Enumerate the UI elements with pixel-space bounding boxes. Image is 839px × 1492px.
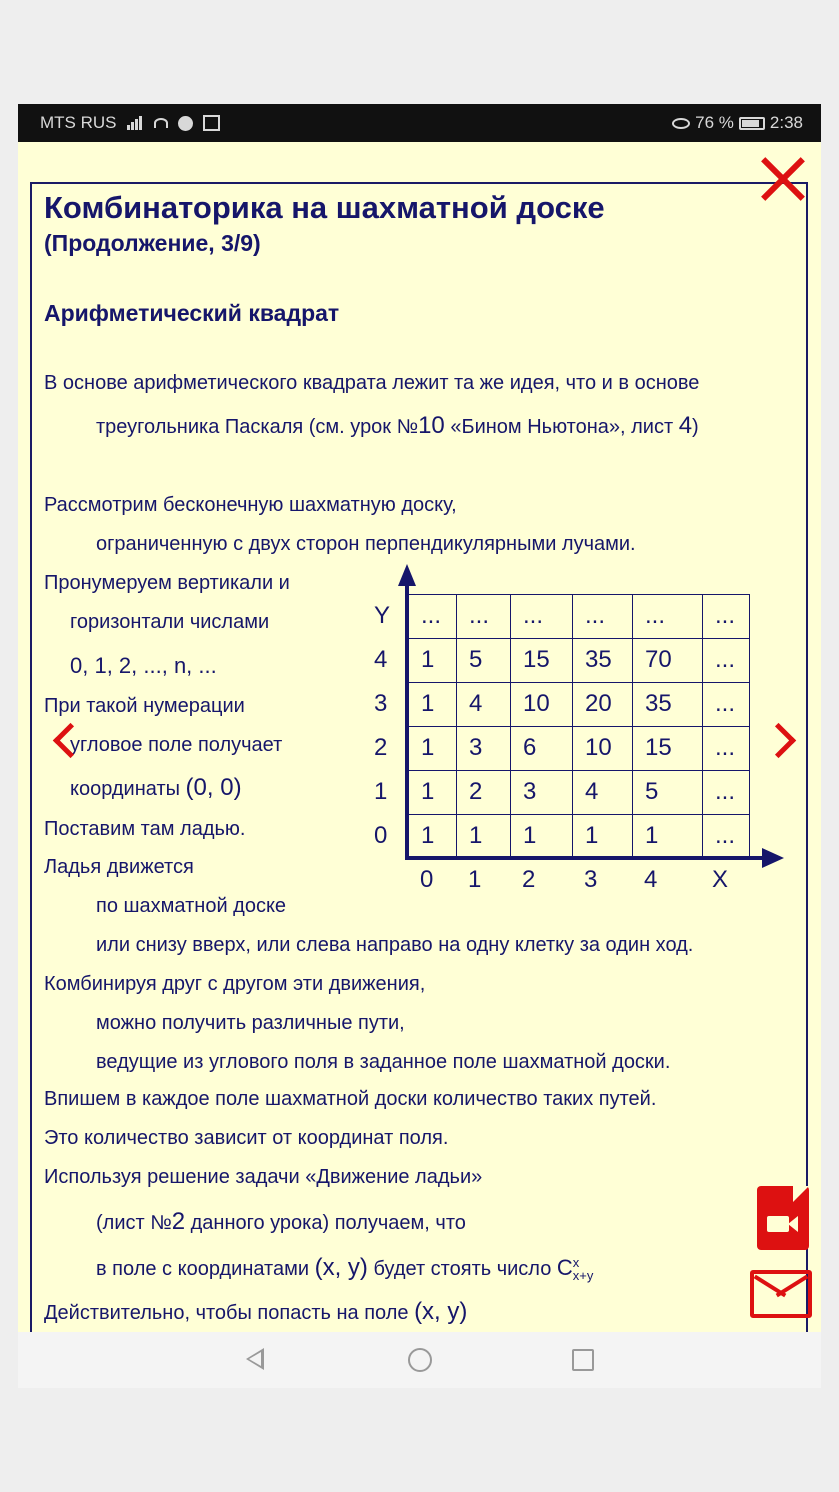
video-camera-icon: [767, 1216, 789, 1232]
board-cell: 5: [632, 770, 702, 814]
x-axis: [405, 856, 765, 860]
board-cell: 4: [456, 682, 510, 726]
paragraph-line: Пронумеруем вертикали и: [44, 572, 290, 594]
board-cell: ...: [572, 594, 632, 638]
paragraph-line: ограниченную с двух сторон перпендикулярными лучами.: [96, 533, 636, 555]
paragraph-line: При такой нумерации: [44, 695, 245, 717]
vpn-icon: [178, 116, 193, 131]
x-tick-label: 3: [584, 866, 598, 893]
x-tick-label: 1: [468, 866, 482, 893]
paragraph-line: угловое поле получает: [70, 734, 283, 756]
y-tick-label: 2: [374, 734, 388, 761]
y-axis-arrow-icon: [398, 564, 416, 586]
lesson-subtitle: (Продолжение, 3/9): [44, 230, 261, 256]
board-cell: ...: [632, 594, 702, 638]
board-cell: 15: [510, 638, 572, 682]
board-cell: 1: [408, 814, 456, 858]
y-tick-label: 0: [374, 822, 388, 849]
paragraph-line: (лист №2 данного урока) получаем, что: [96, 1208, 466, 1235]
board-cell: 1: [572, 814, 632, 858]
x-tick-label: 0: [420, 866, 434, 893]
section-heading: Арифметический квадрат: [44, 300, 340, 326]
x-tick-label: 4: [644, 866, 658, 893]
battery-icon: [739, 117, 765, 130]
paragraph-line: Поставим там ладью.: [44, 818, 246, 840]
x-axis-arrow-icon: [762, 848, 784, 868]
paragraph-line: в поле с координатами (x, y) будет стоять число C x x+y: [96, 1254, 594, 1284]
recent-apps-icon[interactable]: [572, 1349, 594, 1371]
paragraph-line: горизонтали числами: [70, 611, 270, 633]
board-cell: 6: [510, 726, 572, 770]
board-cell: 10: [510, 682, 572, 726]
carrier-name: MTS RUS: [40, 113, 117, 132]
y-axis-label: Y: [374, 602, 391, 629]
board-cell: ...: [702, 594, 750, 638]
board-cell: ...: [702, 682, 750, 726]
board-cell: ...: [702, 638, 750, 682]
board-cell: 1: [408, 770, 456, 814]
paragraph-line: Ладья движется: [44, 856, 194, 878]
lesson-title: Комбинаторика на шахматной доске: [44, 190, 605, 225]
board-cell: 35: [572, 638, 632, 682]
app-screen: [18, 104, 821, 1388]
board-cell: 10: [572, 726, 632, 770]
board-cell: 1: [408, 682, 456, 726]
board-cell: 3: [456, 726, 510, 770]
paragraph-line: можно получить различные пути,: [96, 1012, 405, 1034]
board-cell: ...: [702, 726, 750, 770]
board-cell: 1: [510, 814, 572, 858]
board-cell: ...: [456, 594, 510, 638]
board-cell: 1: [408, 726, 456, 770]
x-axis-label: X: [712, 866, 729, 893]
board-cell: 20: [572, 682, 632, 726]
board-cell: 35: [632, 682, 702, 726]
paragraph-line: Это количество зависит от координат поля.: [44, 1127, 449, 1149]
board-cell: 2: [456, 770, 510, 814]
board-cell: ...: [702, 814, 750, 858]
paragraph-line: по шахматной доске: [96, 895, 287, 917]
board-cell: 1: [456, 814, 510, 858]
paragraph-line: В основе арифметического квадрата лежит та же идея, что и в основе: [44, 372, 700, 394]
board-cell: 70: [632, 638, 702, 682]
board-cell: 1: [632, 814, 702, 858]
board-cell: 15: [632, 726, 702, 770]
board-cell: 4: [572, 770, 632, 814]
paragraph-line: Впишем в каждое поле шахматной доски количество таких путей.: [44, 1088, 657, 1110]
y-tick-label: 4: [374, 646, 388, 673]
navigation-bar: [18, 1332, 821, 1388]
battery-level: 76 %: [695, 113, 734, 132]
board-cell: 3: [510, 770, 572, 814]
back-icon[interactable]: [246, 1348, 264, 1370]
board-cell: ...: [408, 594, 456, 638]
paragraph-line: Используя решение задачи «Движение ладьи»: [44, 1166, 483, 1188]
paragraph-line: треугольника Паскаля (см. урок №10 «Бином Ньютона», лист 4): [96, 412, 699, 439]
status-bar: [18, 104, 821, 142]
arithmetic-square: [408, 594, 750, 857]
y-tick-label: 3: [374, 690, 388, 717]
board-cell: 1: [408, 638, 456, 682]
close-icon[interactable]: [758, 154, 808, 204]
paragraph-line: ведущие из углового поля в заданное поле шахматной доски.: [96, 1051, 671, 1073]
notification-icon: [203, 115, 220, 131]
video-file-button[interactable]: [757, 1186, 809, 1250]
y-axis: [405, 582, 409, 860]
paragraph-line: 0, 1, 2, ..., n, ...: [70, 653, 217, 678]
mail-icon[interactable]: [750, 1270, 812, 1318]
paragraph-line: Рассмотрим бесконечную шахматную доску,: [44, 494, 457, 516]
home-icon[interactable]: [408, 1348, 432, 1372]
board-cell: ...: [702, 770, 750, 814]
wifi-icon: [154, 118, 168, 128]
paragraph-line: Комбинируя друг с другом эти движения,: [44, 973, 426, 995]
paragraph-line: координаты (0, 0): [70, 774, 242, 801]
binomial-formula: C x x+y: [556, 1255, 594, 1284]
eye-comfort-icon: [672, 118, 690, 129]
y-tick-label: 1: [374, 778, 388, 805]
signal-icon: [127, 115, 144, 131]
clock: 2:38: [769, 113, 803, 132]
paragraph-line: или снизу вверх, или слева направо на одну клетку за один ход.: [96, 934, 694, 956]
x-tick-label: 2: [522, 866, 536, 893]
paragraph-line: Действительно, чтобы попасть на поле (x, y): [44, 1298, 468, 1325]
board-cell: 5: [456, 638, 510, 682]
board-cell: ...: [510, 594, 572, 638]
camera-lens: [788, 1216, 798, 1232]
